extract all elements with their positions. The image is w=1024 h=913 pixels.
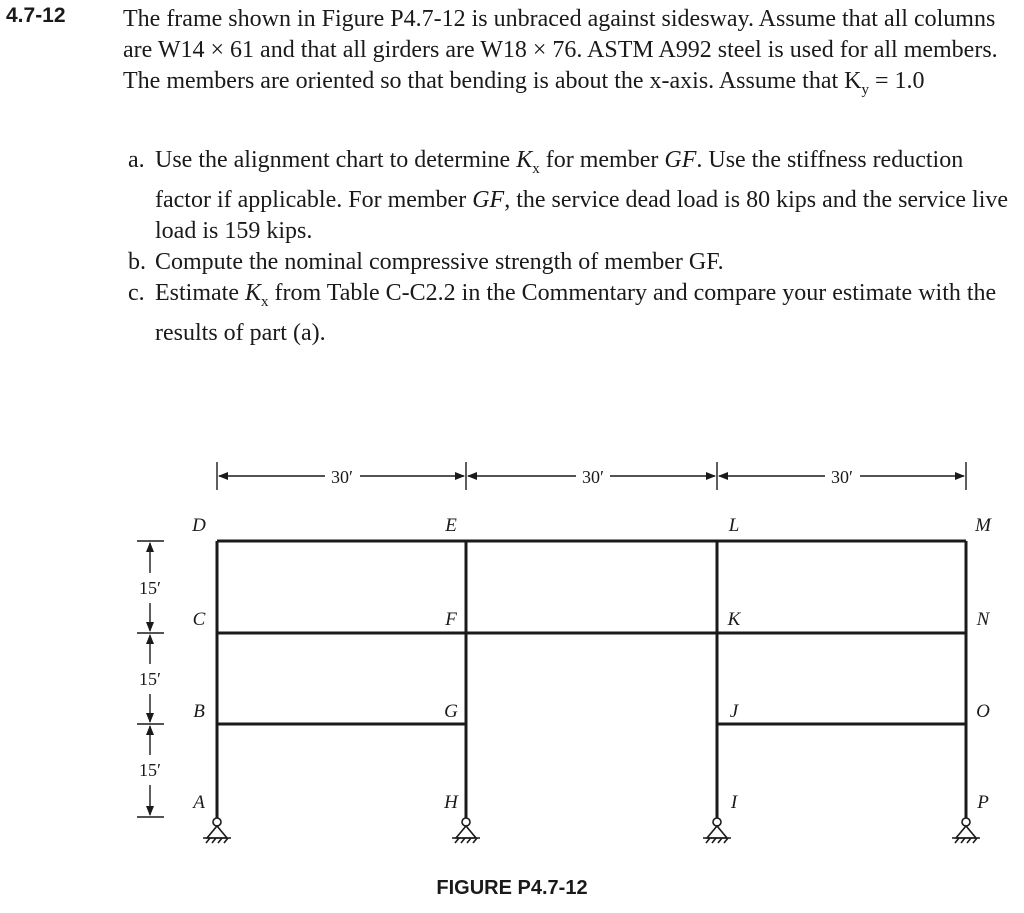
span-dim-label: 30′ <box>831 467 853 487</box>
problem-number: 4.7-12 <box>6 4 66 27</box>
node-label: N <box>976 609 990 630</box>
pin-support-icon <box>703 818 731 843</box>
pin-support-icon <box>203 818 231 843</box>
node-label: G <box>444 701 458 722</box>
part-c: c. Estimate $K_x$ from Table C-C2.2 in the Commentary and compare your estimate with the results of part (a). <box>128 279 997 346</box>
span-dim-label: 30′ <box>331 467 353 487</box>
node-labels <box>191 515 992 813</box>
node-label: K <box>727 609 741 630</box>
part-marker: c. <box>128 279 145 306</box>
node-label: J <box>729 701 739 722</box>
story-dim-label: 15′ <box>139 578 161 598</box>
frame-members <box>217 541 966 818</box>
node-label: A <box>193 792 205 813</box>
node-label: L <box>728 515 740 536</box>
node-label: E <box>445 515 457 536</box>
node-label: M <box>975 515 991 536</box>
node-label: P <box>977 792 989 813</box>
node-label: F <box>445 609 457 630</box>
pin-support-icon <box>952 818 980 843</box>
figure-caption: FIGURE P4.7-12 <box>436 877 588 899</box>
part-a: a. Use the alignment chart to determine $K_x$ for member GF. Use the stiffness reduction factor if applicable. For member GF, the service dead load is 80 kips and the service live load is 159 kips. <box>128 147 1009 244</box>
part-b: b. Compute the nominal compressive strength of member GF. <box>123 247 1013 278</box>
node-label: I <box>730 792 738 813</box>
node-label: B <box>193 701 205 722</box>
pin-supports <box>203 818 980 843</box>
node-label: H <box>444 792 458 813</box>
node-label: D <box>192 515 206 536</box>
story-dim-label: 15′ <box>139 669 161 689</box>
part-marker: a. <box>128 147 145 173</box>
pin-support-icon <box>452 818 480 843</box>
part-marker: b. <box>128 248 146 275</box>
story-dim-label: 15′ <box>139 760 161 780</box>
problem-statement: The frame shown in Figure P4.7-12 is unbraced against sidesway. Assume that all columns are W14 × 61 and that all girders are W18 × 76. ASTM A992 steel is used for all members. The members are oriented so that bending is about the x-axis. Assume that $K_y = 1.0$ <box>123 6 998 98</box>
span-dim-label: 30′ <box>582 467 604 487</box>
node-label: O <box>976 701 990 722</box>
node-label: C <box>192 609 206 630</box>
